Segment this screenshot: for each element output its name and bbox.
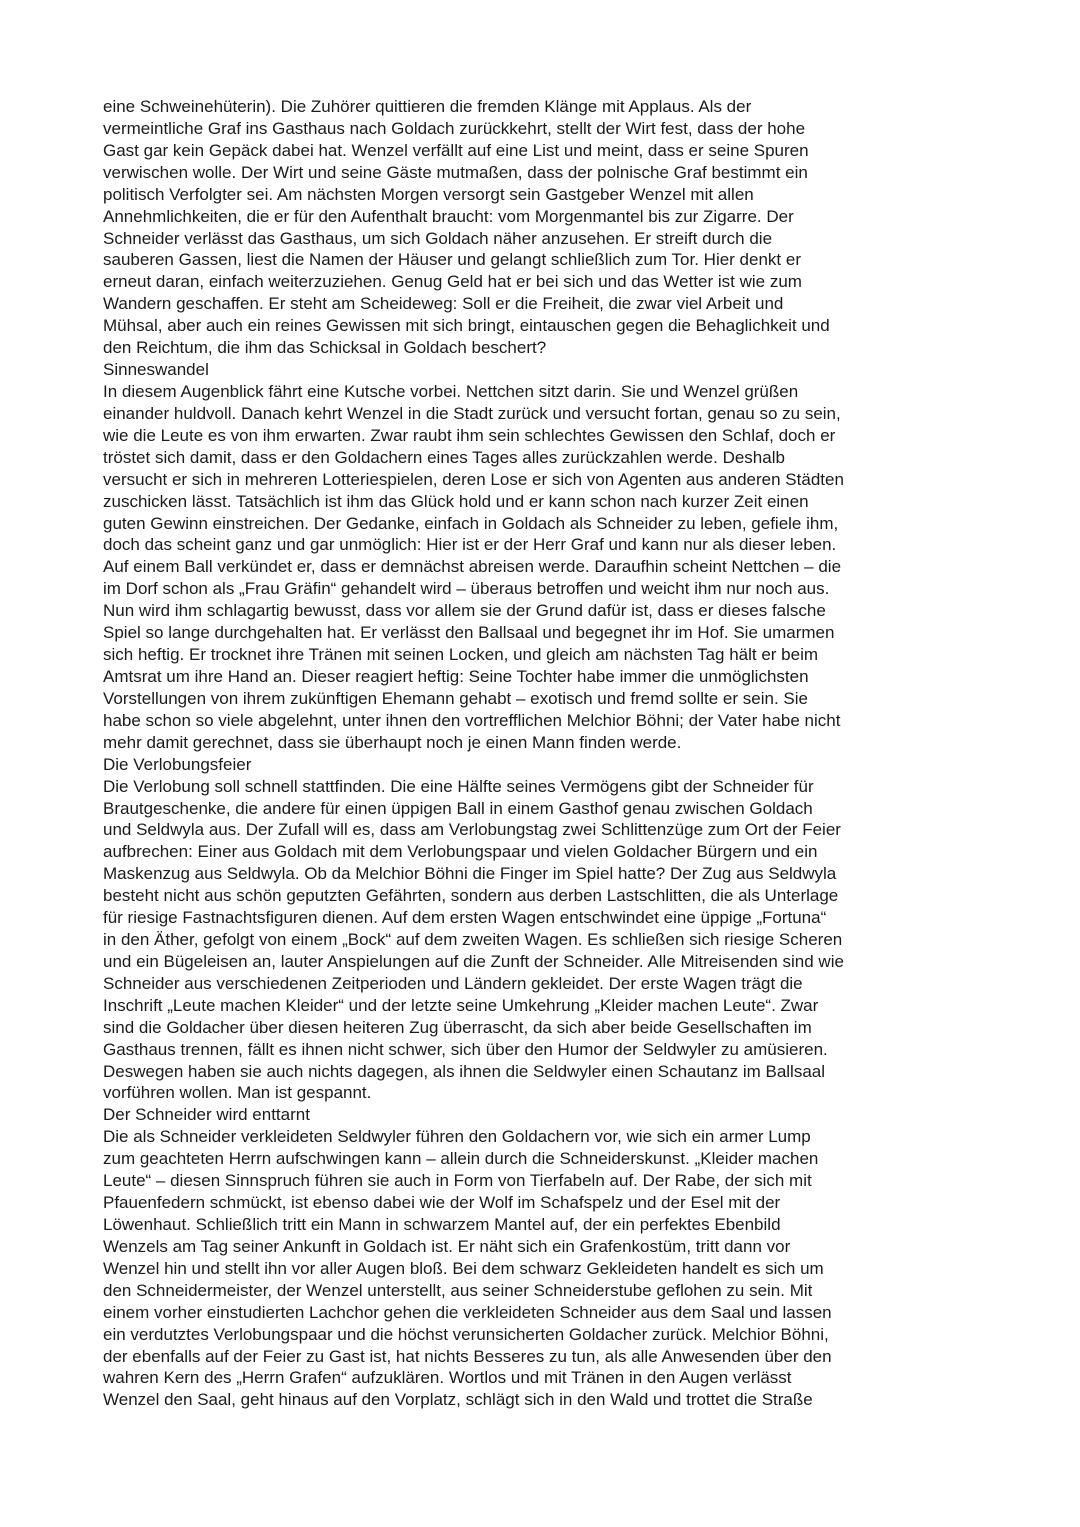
text-line: für riesige Fastnachtsfiguren dienen. Auf dem ersten Wagen entschwindet eine üppige „Fortuna“ [103, 908, 827, 928]
text-line: den Reichtum, die ihm das Schicksal in Goldach beschert? [103, 338, 547, 358]
section-heading: Die Verlobungsfeier [103, 754, 252, 774]
text-line: Maskenzug aus Seldwyla. Ob da Melchior Böhni die Finger im Spiel hatte? Der Zug aus Seldwyla [103, 864, 837, 884]
text-line: mehr damit gerechnet, dass sie überhaupt noch je einen Mann finden werde. [103, 732, 682, 752]
text-line: Annehmlichkeiten, die er für den Aufenthalt braucht: vom Morgenmantel bis zur Zigarre. Der [103, 206, 794, 226]
text-line: sind die Goldacher über diesen heiteren Zug überrascht, da sich aber beide Gesellschaften im [103, 1017, 812, 1037]
text-line: habe schon so viele abgelehnt, unter ihnen den vortrefflichen Melchior Böhni; der Vater habe nicht [103, 710, 841, 730]
text-line: den Schneidermeister, der Wenzel unterstellt, aus seiner Schneiderstube geflohen zu sein. Mit [103, 1280, 813, 1300]
text-line: In diesem Augenblick fährt eine Kutsche vorbei. Nettchen sitzt darin. Sie und Wenzel grüßen [103, 381, 799, 401]
text-line: versucht er sich in mehreren Lotteriespielen, deren Lose er sich von Agenten aus anderen Städten [103, 469, 844, 489]
text-line: Wenzel hin und stellt ihn vor aller Augen bloß. Bei dem schwarz Gekleideten handelt es sich um [103, 1258, 824, 1278]
text-line: und ein Bügeleisen an, lauter Anspielungen auf die Zunft der Schneider. Alle Mitreisenden sind wie [103, 951, 844, 971]
text-line: Gast gar kein Gepäck dabei hat. Wenzel verfällt auf eine List und meint, dass er seine Spuren [103, 140, 809, 160]
text-line: einander huldvoll. Danach kehrt Wenzel in die Stadt zurück und versucht fortan, genau so zu sein, [103, 403, 841, 423]
text-line: eine Schweinehüterin). Die Zuhörer quittieren die fremden Klänge mit Applaus. Als der [103, 97, 752, 116]
text-line: Schneider verlässt das Gasthaus, um sich Goldach näher anzusehen. Er streift durch die [103, 228, 773, 248]
text-line: politisch Verfolgter sei. Am nächsten Morgen versorgt sein Gastgeber Wenzel mit allen [103, 184, 754, 204]
document-text-block [103, 96, 1003, 1411]
text-line: ein verdutztes Verlobungspaar und die höchst verunsicherten Goldacher zurück. Melchior Böhni, [103, 1324, 829, 1344]
text-line: Löwenhaut. Schließlich tritt ein Mann in schwarzem Mantel auf, der ein perfektes Ebenbild [103, 1215, 781, 1235]
text-line: Amtsrat um ihre Hand an. Dieser reagiert heftig: Seine Tochter habe immer die unmöglichsten [103, 666, 809, 686]
text-line: Auf einem Ball verkündet er, dass er demnächst abreisen werde. Daraufhin scheint Nettchen – die [103, 557, 842, 577]
text-line: der ebenfalls auf der Feier zu Gast ist, hat nichts Besseres zu tun, als alle Anwesenden über den [103, 1346, 832, 1366]
text-line: Nun wird ihm schlagartig bewusst, dass vor allem sie der Grund dafür ist, dass er dieses falsche [103, 601, 826, 621]
text-line: Gasthaus trennen, fällt es ihnen nicht schwer, sich über den Humor der Seldwyler zu amüsieren. [103, 1039, 828, 1059]
text-line: und Seldwyla aus. Der Zufall will es, dass am Verlobungstag zwei Schlittenzüge zum Ort der Feier [103, 820, 841, 840]
text-line: verwischen wolle. Der Wirt und seine Gäste mutmaßen, dass der polnische Graf bestimmt ein [103, 162, 808, 182]
text-line: zuschicken lässt. Tatsächlich ist ihm das Glück hold und er kann schon nach kurzer Zeit einen [103, 491, 809, 511]
text-line: Brautgeschenke, die andere für einen üppigen Ball in einem Gasthof genau zwischen Goldach [103, 798, 813, 818]
text-line: Wandern geschaffen. Er steht am Scheideweg: Soll er die Freiheit, die zwar viel Arbeit und [103, 294, 784, 314]
text-line: wie die Leute es von ihm erwarten. Zwar raubt ihm sein schlechtes Gewissen den Schlaf, doch er [103, 425, 836, 445]
text-line: vorführen wollen. Man ist gespannt. [103, 1083, 372, 1103]
text-line: zum geachteten Herrn aufschwingen kann – allein durch die Schneiderskunst. „Kleider machen [103, 1149, 819, 1169]
text-line: Wenzel den Saal, geht hinaus auf den Vorplatz, schlägt sich in den Wald und trottet die Straße [103, 1390, 813, 1410]
text-line: einem vorher einstudierten Lachchor gehen die verkleideten Schneider aus dem Saal und lassen [103, 1302, 832, 1322]
text-line: vermeintliche Graf ins Gasthaus nach Goldach zurückkehrt, stellt der Wirt fest, dass der hohe [103, 118, 806, 138]
text-line: doch das scheint ganz und gar unmöglich: Hier ist er der Herr Graf und kann nur als dieser leben. [103, 535, 837, 555]
text-line: Die als Schneider verkleideten Seldwyler führen den Goldachern vor, wie sich ein armer Lump [103, 1127, 811, 1147]
section-heading: Der Schneider wird enttarnt [103, 1105, 310, 1125]
text-line: aufbrechen: Einer aus Goldach mit dem Verlobungspaar und vielen Goldacher Bürgern und ein [103, 842, 818, 862]
text-line: guten Gewinn einstreichen. Der Gedanke, einfach in Goldach als Schneider zu leben, gefiele ihm, [103, 513, 839, 533]
text-line: Pfauenfedern schmückt, ist ebenso dabei wie der Wolf im Schafspelz und der Esel mit der [103, 1193, 781, 1213]
text-line: Deswegen haben sie auch nichts dagegen, als ihnen die Seldwyler einen Schautanz im Ballsaal [103, 1061, 826, 1081]
text-line: Inschrift „Leute machen Kleider“ und der letzte seine Umkehrung „Kleider machen Leute“. Zwar [103, 995, 819, 1015]
text-line: im Dorf schon als „Frau Gräfin“ gehandelt wird – überaus betroffen und weicht ihm nur noch aus. [103, 579, 830, 599]
text-line: Mühsal, aber auch ein reines Gewissen mit sich bringt, eintauschen gegen die Behaglichkeit und [103, 316, 830, 336]
text-line: Wenzels am Tag seiner Ankunft in Goldach ist. Er näht sich ein Grafenkostüm, tritt dann vor [103, 1236, 791, 1256]
text-line: tröstet sich damit, dass er den Goldachern eines Tages alles zurückzahlen werde. Deshalb [103, 447, 785, 467]
text-line: erneut daran, einfach weiterzuziehen. Genug Geld hat er bei sich und das Wetter ist wie zum [103, 272, 802, 292]
text-line: sich heftig. Er trocknet ihre Tränen mit seinen Locken, und gleich am nächsten Tag hält er beim [103, 645, 819, 665]
text-line: Die Verlobung soll schnell stattfinden. Die eine Hälfte seines Vermögens gibt der Schneider für [103, 776, 814, 796]
text-line: in den Äther, gefolgt von einem „Bock“ auf dem zweiten Wagen. Es schließen sich riesige Scheren [103, 930, 843, 950]
text-line: wahren Kern des „Herrn Grafen“ aufzuklären. Wortlos und mit Tränen in den Augen verlässt [103, 1368, 792, 1388]
text-line: Vorstellungen von ihrem zukünftigen Ehemann gehabt – exotisch und fremd sollte er sein. Sie [103, 688, 808, 708]
text-line: besteht nicht aus schön geputzten Gefährten, sondern aus derben Lastschlitten, die als Unterlage [103, 886, 839, 906]
text-line: sauberen Gassen, liest die Namen der Häuser und gelangt schließlich zum Tor. Hier denkt er [103, 250, 801, 270]
text-line: Spiel so lange durchgehalten hat. Er verlässt den Ballsaal und begegnet ihr im Hof. Sie umarmen [103, 623, 835, 643]
section-heading: Sinneswandel [103, 360, 209, 380]
text-line: Leute“ – diesen Sinnspruch führen sie auch in Form von Tierfabeln auf. Der Rabe, der sich mit [103, 1171, 812, 1191]
text-line: Schneider aus verschiedenen Zeitperioden und Ländern gekleidet. Der erste Wagen trägt die [103, 973, 803, 993]
